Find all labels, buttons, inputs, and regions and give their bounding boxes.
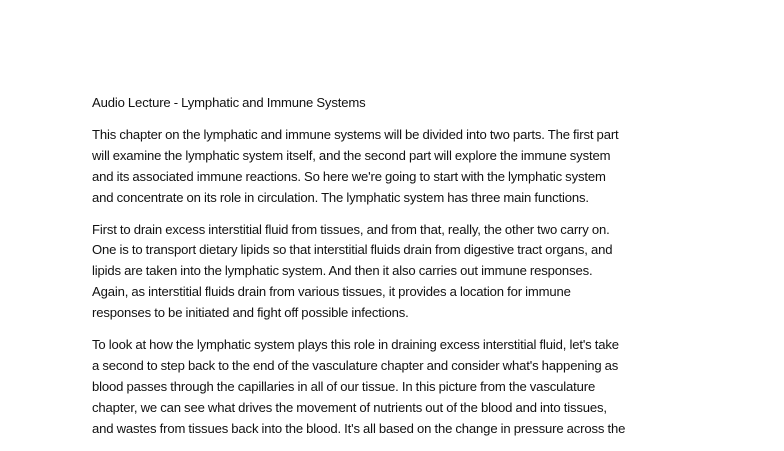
text-line: and its associated immune reactions. So here we're going to start with the lymphatic system [92, 168, 606, 184]
text-line: blood passes through the capillaries in all of our tissue. In this picture from the vasculature [92, 378, 596, 394]
paragraph-1 [92, 125, 692, 209]
text-line: a second to step back to the end of the vasculature chapter and consider what's happening as [92, 357, 619, 373]
text-line: First to drain excess interstitial fluid from tissues, and from that, really, the other two carry on. [92, 221, 610, 237]
paragraph-3 [92, 335, 692, 440]
text-line: lipids are taken into the lymphatic system. And then it also carries out immune responses. [92, 263, 593, 279]
text-line: chapter, we can see what drives the movement of nutrients out of the blood and into tissues, [92, 399, 607, 415]
text-line: To look at how the lymphatic system plays this role in draining excess interstitial fluid, let's take [92, 337, 619, 353]
text-line: One is to transport dietary lipids so that interstitial fluids drain from digestive tract organs, and [92, 242, 613, 258]
text-line: will examine the lymphatic system itself, and the second part will explore the immune system [92, 147, 611, 163]
text-line: This chapter on the lymphatic and immune systems will be divided into two parts. The first part [92, 126, 619, 142]
text-line: Again, as interstitial fluids drain from various tissues, it provides a location for immune [92, 284, 571, 300]
paragraph-2 [92, 220, 692, 325]
text-line: and concentrate on its role in circulation. The lymphatic system has three main functions. [92, 189, 589, 205]
text-line: and wastes from tissues back into the blood. It's all based on the change in pressure across the [92, 420, 626, 436]
text-line: responses to be initiated and fight off possible infections. [92, 305, 409, 321]
document-body [92, 93, 692, 451]
document-title: Audio Lecture - Lymphatic and Immune Systems [92, 95, 366, 110]
